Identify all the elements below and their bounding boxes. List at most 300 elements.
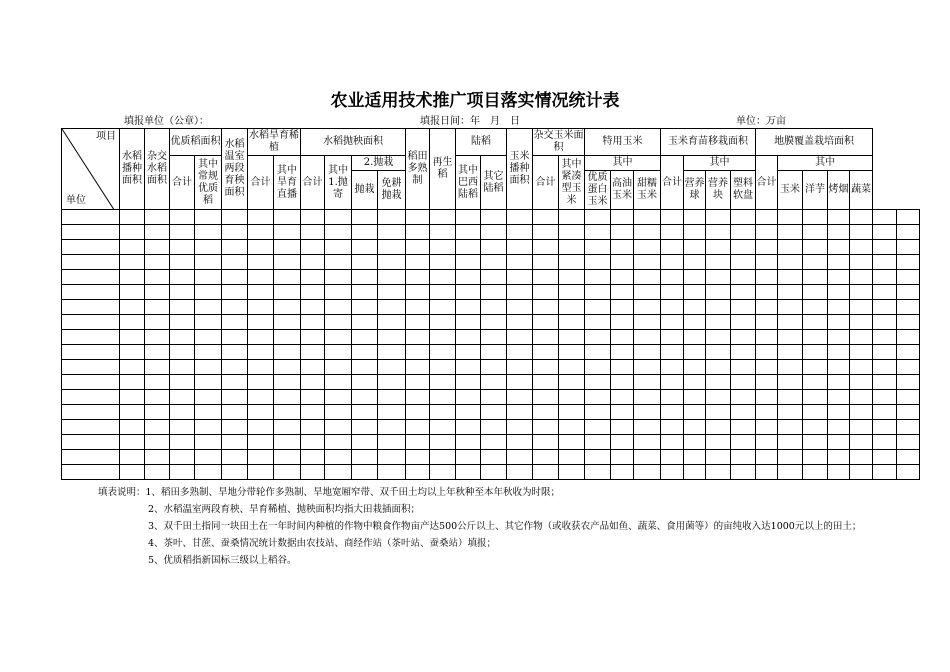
- table-cell[interactable]: [62, 315, 120, 330]
- table-cell[interactable]: [661, 240, 684, 255]
- table-cell[interactable]: [828, 285, 850, 300]
- table-cell[interactable]: [481, 300, 507, 315]
- table-cell[interactable]: [481, 225, 507, 240]
- table-cell[interactable]: [803, 360, 828, 375]
- table-cell[interactable]: [684, 255, 706, 270]
- table-cell[interactable]: [301, 315, 325, 330]
- table-cell[interactable]: [195, 270, 222, 285]
- table-cell[interactable]: [301, 465, 325, 480]
- table-cell[interactable]: [145, 285, 170, 300]
- table-cell[interactable]: [731, 405, 756, 420]
- table-cell[interactable]: [481, 405, 507, 420]
- table-cell[interactable]: [301, 240, 325, 255]
- table-cell[interactable]: [661, 270, 684, 285]
- table-cell[interactable]: [828, 330, 850, 345]
- table-cell[interactable]: [170, 225, 195, 240]
- table-cell[interactable]: [756, 405, 778, 420]
- table-cell[interactable]: [850, 390, 873, 405]
- table-cell[interactable]: [803, 300, 828, 315]
- table-cell[interactable]: [301, 435, 325, 450]
- table-cell[interactable]: [559, 285, 585, 300]
- table-cell[interactable]: [873, 375, 897, 390]
- table-cell[interactable]: [756, 465, 778, 480]
- table-cell[interactable]: [873, 285, 897, 300]
- table-cell[interactable]: [684, 210, 706, 225]
- table-cell[interactable]: [145, 300, 170, 315]
- table-cell[interactable]: [325, 210, 352, 225]
- table-cell[interactable]: [170, 420, 195, 435]
- table-cell[interactable]: [828, 465, 850, 480]
- table-cell[interactable]: [274, 390, 301, 405]
- table-cell[interactable]: [661, 210, 684, 225]
- table-cell[interactable]: [873, 345, 897, 360]
- table-cell[interactable]: [533, 270, 559, 285]
- table-cell[interactable]: [731, 435, 756, 450]
- table-cell[interactable]: [731, 360, 756, 375]
- table-cell[interactable]: [533, 405, 559, 420]
- table-cell[interactable]: [170, 360, 195, 375]
- table-cell[interactable]: [585, 465, 611, 480]
- table-cell[interactable]: [507, 225, 533, 240]
- table-cell[interactable]: [120, 420, 145, 435]
- table-cell[interactable]: [120, 285, 145, 300]
- table-cell[interactable]: [533, 210, 559, 225]
- table-cell[interactable]: [585, 300, 611, 315]
- table-cell[interactable]: [850, 210, 873, 225]
- table-cell[interactable]: [507, 255, 533, 270]
- table-cell[interactable]: [352, 465, 378, 480]
- table-cell[interactable]: [120, 300, 145, 315]
- table-cell[interactable]: [897, 345, 920, 360]
- table-cell[interactable]: [706, 300, 731, 315]
- table-cell[interactable]: [828, 315, 850, 330]
- table-cell[interactable]: [248, 210, 274, 225]
- table-cell[interactable]: [325, 300, 352, 315]
- table-cell[interactable]: [507, 315, 533, 330]
- table-cell[interactable]: [731, 390, 756, 405]
- table-cell[interactable]: [170, 330, 195, 345]
- table-cell[interactable]: [195, 210, 222, 225]
- table-cell[interactable]: [850, 360, 873, 375]
- table-cell[interactable]: [559, 405, 585, 420]
- table-cell[interactable]: [756, 225, 778, 240]
- table-cell[interactable]: [248, 405, 274, 420]
- table-cell[interactable]: [828, 240, 850, 255]
- table-cell[interactable]: [611, 465, 634, 480]
- table-cell[interactable]: [378, 330, 406, 345]
- table-cell[interactable]: [248, 285, 274, 300]
- table-cell[interactable]: [507, 375, 533, 390]
- table-cell[interactable]: [778, 240, 803, 255]
- table-cell[interactable]: [585, 285, 611, 300]
- table-cell[interactable]: [873, 330, 897, 345]
- table-cell[interactable]: [120, 360, 145, 375]
- table-cell[interactable]: [803, 270, 828, 285]
- table-cell[interactable]: [507, 345, 533, 360]
- table-cell[interactable]: [661, 345, 684, 360]
- table-cell[interactable]: [706, 420, 731, 435]
- table-cell[interactable]: [634, 360, 661, 375]
- table-cell[interactable]: [456, 285, 481, 300]
- table-cell[interactable]: [706, 450, 731, 465]
- table-cell[interactable]: [585, 435, 611, 450]
- table-cell[interactable]: [301, 450, 325, 465]
- table-cell[interactable]: [634, 240, 661, 255]
- table-cell[interactable]: [222, 225, 248, 240]
- table-cell[interactable]: [145, 210, 170, 225]
- table-cell[interactable]: [406, 345, 430, 360]
- table-cell[interactable]: [352, 330, 378, 345]
- table-cell[interactable]: [325, 405, 352, 420]
- table-cell[interactable]: [456, 435, 481, 450]
- table-cell[interactable]: [301, 405, 325, 420]
- table-cell[interactable]: [828, 390, 850, 405]
- table-cell[interactable]: [248, 345, 274, 360]
- table-cell[interactable]: [684, 345, 706, 360]
- table-cell[interactable]: [507, 450, 533, 465]
- table-cell[interactable]: [274, 315, 301, 330]
- table-cell[interactable]: [684, 300, 706, 315]
- table-cell[interactable]: [120, 465, 145, 480]
- table-cell[interactable]: [828, 405, 850, 420]
- table-cell[interactable]: [559, 450, 585, 465]
- table-cell[interactable]: [778, 210, 803, 225]
- table-cell[interactable]: [120, 375, 145, 390]
- table-cell[interactable]: [873, 450, 897, 465]
- table-cell[interactable]: [222, 330, 248, 345]
- table-cell[interactable]: [873, 390, 897, 405]
- table-cell[interactable]: [611, 330, 634, 345]
- table-cell[interactable]: [430, 360, 456, 375]
- table-cell[interactable]: [195, 450, 222, 465]
- table-cell[interactable]: [585, 270, 611, 285]
- table-cell[interactable]: [406, 435, 430, 450]
- table-cell[interactable]: [778, 315, 803, 330]
- table-cell[interactable]: [731, 285, 756, 300]
- table-cell[interactable]: [850, 345, 873, 360]
- table-cell[interactable]: [430, 285, 456, 300]
- table-cell[interactable]: [170, 300, 195, 315]
- table-cell[interactable]: [430, 405, 456, 420]
- table-cell[interactable]: [507, 240, 533, 255]
- table-cell[interactable]: [274, 345, 301, 360]
- table-cell[interactable]: [378, 210, 406, 225]
- table-cell[interactable]: [756, 390, 778, 405]
- table-cell[interactable]: [325, 390, 352, 405]
- table-cell[interactable]: [406, 465, 430, 480]
- table-cell[interactable]: [352, 255, 378, 270]
- table-cell[interactable]: [731, 330, 756, 345]
- table-cell[interactable]: [145, 450, 170, 465]
- table-cell[interactable]: [661, 330, 684, 345]
- table-cell[interactable]: [274, 225, 301, 240]
- table-cell[interactable]: [684, 450, 706, 465]
- table-cell[interactable]: [684, 315, 706, 330]
- table-cell[interactable]: [378, 390, 406, 405]
- table-cell[interactable]: [120, 330, 145, 345]
- table-cell[interactable]: [378, 240, 406, 255]
- table-cell[interactable]: [507, 465, 533, 480]
- table-cell[interactable]: [481, 450, 507, 465]
- table-cell[interactable]: [456, 270, 481, 285]
- table-cell[interactable]: [803, 435, 828, 450]
- table-cell[interactable]: [195, 360, 222, 375]
- table-cell[interactable]: [406, 375, 430, 390]
- table-cell[interactable]: [274, 300, 301, 315]
- table-cell[interactable]: [406, 300, 430, 315]
- table-cell[interactable]: [430, 210, 456, 225]
- table-cell[interactable]: [430, 300, 456, 315]
- table-cell[interactable]: [378, 435, 406, 450]
- table-cell[interactable]: [430, 240, 456, 255]
- table-cell[interactable]: [731, 240, 756, 255]
- table-cell[interactable]: [248, 420, 274, 435]
- table-cell[interactable]: [684, 390, 706, 405]
- table-cell[interactable]: [145, 240, 170, 255]
- table-cell[interactable]: [120, 255, 145, 270]
- table-cell[interactable]: [559, 330, 585, 345]
- table-cell[interactable]: [378, 225, 406, 240]
- table-cell[interactable]: [195, 240, 222, 255]
- table-cell[interactable]: [406, 240, 430, 255]
- table-cell[interactable]: [195, 390, 222, 405]
- table-cell[interactable]: [406, 330, 430, 345]
- table-cell[interactable]: [756, 315, 778, 330]
- table-cell[interactable]: [706, 390, 731, 405]
- table-cell[interactable]: [873, 435, 897, 450]
- table-cell[interactable]: [873, 300, 897, 315]
- table-cell[interactable]: [850, 330, 873, 345]
- table-cell[interactable]: [706, 375, 731, 390]
- table-cell[interactable]: [195, 420, 222, 435]
- table-cell[interactable]: [62, 330, 120, 345]
- table-cell[interactable]: [430, 435, 456, 450]
- table-cell[interactable]: [456, 255, 481, 270]
- table-cell[interactable]: [170, 405, 195, 420]
- table-cell[interactable]: [778, 405, 803, 420]
- table-cell[interactable]: [661, 300, 684, 315]
- table-cell[interactable]: [222, 390, 248, 405]
- table-cell[interactable]: [430, 375, 456, 390]
- table-cell[interactable]: [274, 270, 301, 285]
- table-cell[interactable]: [611, 315, 634, 330]
- table-cell[interactable]: [533, 375, 559, 390]
- table-cell[interactable]: [803, 255, 828, 270]
- table-cell[interactable]: [301, 255, 325, 270]
- table-cell[interactable]: [897, 420, 920, 435]
- table-cell[interactable]: [828, 420, 850, 435]
- table-cell[interactable]: [62, 465, 120, 480]
- table-cell[interactable]: [611, 255, 634, 270]
- table-cell[interactable]: [406, 360, 430, 375]
- table-cell[interactable]: [430, 315, 456, 330]
- table-cell[interactable]: [850, 225, 873, 240]
- table-cell[interactable]: [684, 225, 706, 240]
- table-cell[interactable]: [62, 450, 120, 465]
- table-cell[interactable]: [170, 270, 195, 285]
- table-cell[interactable]: [378, 255, 406, 270]
- table-cell[interactable]: [706, 330, 731, 345]
- table-cell[interactable]: [325, 345, 352, 360]
- table-cell[interactable]: [325, 315, 352, 330]
- table-cell[interactable]: [62, 360, 120, 375]
- table-cell[interactable]: [661, 375, 684, 390]
- table-cell[interactable]: [585, 315, 611, 330]
- table-cell[interactable]: [507, 300, 533, 315]
- table-cell[interactable]: [559, 255, 585, 270]
- table-cell[interactable]: [456, 405, 481, 420]
- table-cell[interactable]: [559, 270, 585, 285]
- table-cell[interactable]: [378, 270, 406, 285]
- table-cell[interactable]: [897, 360, 920, 375]
- table-cell[interactable]: [611, 375, 634, 390]
- table-cell[interactable]: [533, 300, 559, 315]
- table-cell[interactable]: [756, 420, 778, 435]
- table-cell[interactable]: [406, 270, 430, 285]
- table-cell[interactable]: [145, 315, 170, 330]
- table-cell[interactable]: [897, 315, 920, 330]
- table-cell[interactable]: [274, 405, 301, 420]
- table-cell[interactable]: [170, 465, 195, 480]
- table-cell[interactable]: [406, 255, 430, 270]
- table-cell[interactable]: [661, 315, 684, 330]
- table-cell[interactable]: [611, 405, 634, 420]
- table-cell[interactable]: [378, 285, 406, 300]
- table-cell[interactable]: [661, 435, 684, 450]
- table-cell[interactable]: [430, 270, 456, 285]
- table-cell[interactable]: [778, 225, 803, 240]
- table-cell[interactable]: [456, 300, 481, 315]
- table-cell[interactable]: [585, 345, 611, 360]
- table-cell[interactable]: [62, 405, 120, 420]
- table-cell[interactable]: [325, 240, 352, 255]
- table-cell[interactable]: [352, 270, 378, 285]
- table-cell[interactable]: [661, 285, 684, 300]
- table-cell[interactable]: [325, 465, 352, 480]
- table-cell[interactable]: [195, 225, 222, 240]
- table-cell[interactable]: [170, 315, 195, 330]
- table-cell[interactable]: [585, 240, 611, 255]
- table-cell[interactable]: [62, 225, 120, 240]
- table-cell[interactable]: [706, 435, 731, 450]
- table-cell[interactable]: [120, 210, 145, 225]
- table-cell[interactable]: [850, 375, 873, 390]
- table-cell[interactable]: [803, 240, 828, 255]
- table-cell[interactable]: [533, 465, 559, 480]
- table-cell[interactable]: [634, 255, 661, 270]
- table-cell[interactable]: [850, 465, 873, 480]
- table-cell[interactable]: [756, 330, 778, 345]
- table-cell[interactable]: [585, 390, 611, 405]
- table-cell[interactable]: [533, 360, 559, 375]
- table-cell[interactable]: [731, 225, 756, 240]
- table-cell[interactable]: [897, 330, 920, 345]
- table-cell[interactable]: [897, 255, 920, 270]
- table-cell[interactable]: [430, 390, 456, 405]
- table-cell[interactable]: [274, 420, 301, 435]
- table-cell[interactable]: [120, 270, 145, 285]
- table-cell[interactable]: [559, 315, 585, 330]
- table-cell[interactable]: [706, 210, 731, 225]
- table-cell[interactable]: [352, 360, 378, 375]
- table-cell[interactable]: [145, 255, 170, 270]
- table-cell[interactable]: [481, 255, 507, 270]
- table-cell[interactable]: [634, 345, 661, 360]
- table-cell[interactable]: [325, 225, 352, 240]
- table-cell[interactable]: [756, 240, 778, 255]
- table-cell[interactable]: [611, 450, 634, 465]
- table-cell[interactable]: [352, 225, 378, 240]
- table-cell[interactable]: [731, 315, 756, 330]
- table-cell[interactable]: [661, 450, 684, 465]
- table-cell[interactable]: [706, 360, 731, 375]
- table-cell[interactable]: [222, 255, 248, 270]
- table-cell[interactable]: [456, 375, 481, 390]
- table-cell[interactable]: [170, 240, 195, 255]
- table-cell[interactable]: [559, 465, 585, 480]
- table-cell[interactable]: [803, 345, 828, 360]
- table-cell[interactable]: [731, 210, 756, 225]
- table-cell[interactable]: [756, 210, 778, 225]
- table-cell[interactable]: [684, 405, 706, 420]
- table-cell[interactable]: [661, 225, 684, 240]
- table-cell[interactable]: [778, 465, 803, 480]
- table-cell[interactable]: [481, 345, 507, 360]
- table-cell[interactable]: [803, 420, 828, 435]
- table-cell[interactable]: [430, 330, 456, 345]
- table-cell[interactable]: [378, 465, 406, 480]
- table-cell[interactable]: [731, 450, 756, 465]
- table-cell[interactable]: [661, 420, 684, 435]
- table-cell[interactable]: [248, 315, 274, 330]
- table-cell[interactable]: [611, 240, 634, 255]
- table-cell[interactable]: [481, 330, 507, 345]
- table-cell[interactable]: [301, 300, 325, 315]
- table-cell[interactable]: [661, 405, 684, 420]
- table-cell[interactable]: [731, 255, 756, 270]
- table-cell[interactable]: [274, 375, 301, 390]
- table-cell[interactable]: [274, 360, 301, 375]
- table-cell[interactable]: [222, 405, 248, 420]
- table-cell[interactable]: [778, 450, 803, 465]
- table-cell[interactable]: [352, 315, 378, 330]
- table-cell[interactable]: [828, 300, 850, 315]
- table-cell[interactable]: [661, 255, 684, 270]
- table-cell[interactable]: [170, 345, 195, 360]
- table-cell[interactable]: [706, 225, 731, 240]
- table-cell[interactable]: [731, 345, 756, 360]
- table-cell[interactable]: [195, 345, 222, 360]
- table-cell[interactable]: [706, 285, 731, 300]
- table-cell[interactable]: [507, 405, 533, 420]
- table-cell[interactable]: [481, 240, 507, 255]
- table-cell[interactable]: [778, 285, 803, 300]
- table-cell[interactable]: [661, 390, 684, 405]
- table-cell[interactable]: [897, 450, 920, 465]
- table-cell[interactable]: [222, 240, 248, 255]
- table-cell[interactable]: [634, 435, 661, 450]
- table-cell[interactable]: [145, 420, 170, 435]
- table-cell[interactable]: [585, 225, 611, 240]
- table-cell[interactable]: [828, 270, 850, 285]
- table-cell[interactable]: [145, 225, 170, 240]
- table-cell[interactable]: [274, 435, 301, 450]
- table-cell[interactable]: [456, 225, 481, 240]
- table-cell[interactable]: [456, 465, 481, 480]
- table-cell[interactable]: [456, 360, 481, 375]
- table-cell[interactable]: [803, 375, 828, 390]
- table-cell[interactable]: [507, 420, 533, 435]
